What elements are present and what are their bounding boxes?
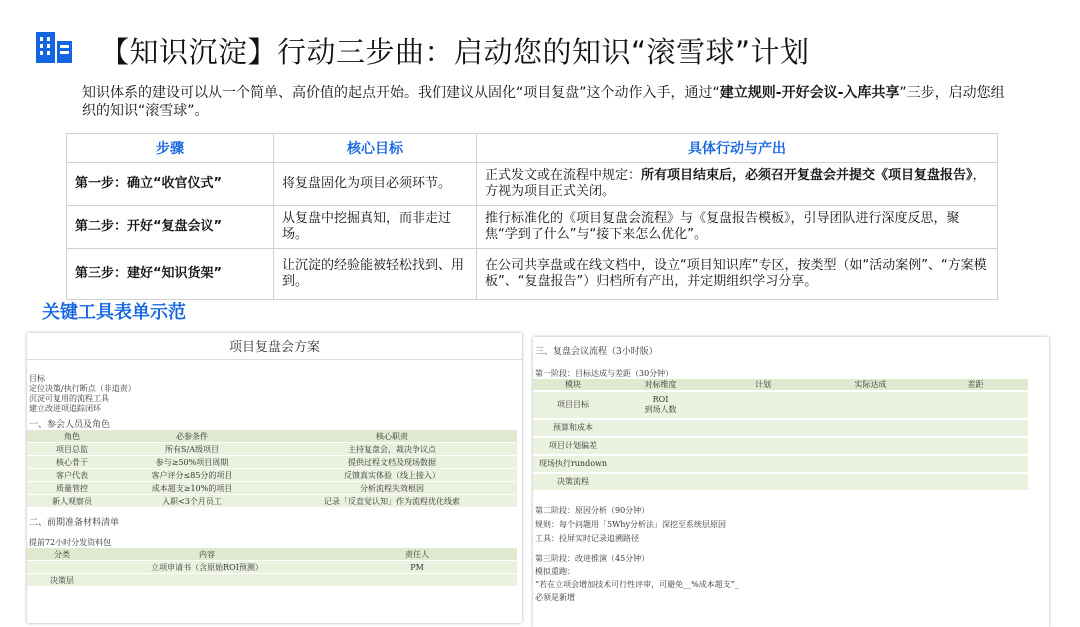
table-cell: 客户代表 [27, 469, 117, 482]
table-cell: 立项申请书（含原始ROI预测） [97, 561, 317, 574]
table-cell [818, 391, 923, 419]
table-row [533, 473, 1028, 491]
sheet-title: 项目复盘会方案 [27, 337, 522, 360]
prep-note: 提前72小时分发资料包 [29, 538, 112, 547]
step-cell: 第二步：开好“复盘会议” [67, 206, 274, 249]
building-icon [35, 30, 73, 64]
table-cell [613, 419, 708, 437]
table-cell: 成本超支≥10%的项目 [117, 482, 267, 495]
table-cell: 质量管控 [27, 482, 117, 495]
table-cell [27, 561, 97, 574]
goal-item: 沉淀可复用的流程工具 [29, 394, 109, 403]
intro-text-2: ”三步，启动您组织的知识“滚雪球”。 [82, 85, 1005, 119]
table-row [27, 430, 517, 443]
table-cell: 差距 [923, 379, 1028, 391]
section-heading: 一、参会人员及角色 [29, 420, 111, 430]
section-subtitle: 关键工具表单示范 [42, 302, 186, 323]
step-cell: 第一步：确立“收官仪式” [67, 163, 274, 206]
table-cell [613, 391, 708, 419]
goal-cell: 将复盘固化为项目必须环节。 [274, 163, 477, 206]
table-row [533, 391, 1028, 419]
table-cell [708, 437, 818, 455]
table-cell [923, 473, 1028, 491]
table-row [67, 206, 998, 249]
table-row [27, 482, 517, 495]
table-cell: 内容 [97, 548, 317, 561]
goal-item: 定位决策/执行断点（非追责） [29, 384, 136, 393]
table-row [27, 548, 517, 561]
review-plan-sheet [27, 333, 522, 623]
action-text: 正式发文或在流程中规定： [485, 168, 642, 183]
table-cell: 决策层 [27, 574, 97, 587]
table-row [27, 469, 517, 482]
table-cell: PM [317, 561, 517, 574]
table-cell [818, 419, 923, 437]
header-goal: 核心目标 [274, 134, 477, 163]
materials-table [27, 548, 517, 587]
table-row [27, 495, 517, 508]
table-row [533, 379, 1028, 391]
table-cell [613, 455, 708, 473]
table-cell [818, 437, 923, 455]
rule-text: 规则：每个问题用「5Why分析法」深挖至系统层原因 [535, 520, 726, 529]
steps-table [66, 133, 998, 300]
page-title: 【知识沉淀】行动三步曲：启动您的知识“滚雪球”计划 [100, 35, 810, 69]
table-cell [613, 473, 708, 491]
table-cell: 新人观察员 [27, 495, 117, 508]
action-tail: ，方视为项目正式关闭。 [485, 168, 986, 199]
table-cell: 提供过程文档及现场数据 [267, 456, 517, 469]
table-cell [923, 391, 1028, 419]
table-cell [708, 455, 818, 473]
gap-table [533, 379, 1028, 492]
table-row [533, 455, 1028, 473]
goal-cell: 从复盘中挖掘真知，而非走过场。 [274, 206, 477, 249]
table-cell: 分类 [27, 548, 97, 561]
table-row [67, 249, 998, 300]
table-row [27, 574, 517, 587]
stage-heading: 第三阶段：改进推演（45分钟） [535, 554, 650, 563]
goal-cell: 让沉淀的经验能被轻松找到、用到。 [274, 249, 477, 300]
table-cell: 项目目标 [533, 391, 613, 419]
table-cell: 记录「反直觉认知」作为流程优化线索 [267, 495, 517, 508]
table-cell: 计划 [708, 379, 818, 391]
table-cell: 分析流程失效根因 [267, 482, 517, 495]
intro-text-1: 知识体系的建设可以从一个简单、高价值的起点开始。我们建议从固化“项目复盘”这个动作入手，通过“ [82, 85, 720, 101]
table-cell: 参与≥50%项目周期 [117, 456, 267, 469]
dim-item: 到场人数 [644, 405, 677, 414]
section-heading: 三、复盘会议流程（3小时版） [535, 347, 658, 357]
table-cell: 决策流程 [533, 473, 613, 491]
table-cell [923, 437, 1028, 455]
section-heading: 二、前期准备材料清单 [29, 518, 120, 528]
table-row [27, 443, 517, 456]
table-cell [97, 574, 317, 587]
table-row [533, 437, 1028, 455]
table-cell [708, 391, 818, 419]
action-cell: 在公司共享盘或在线文档中，设立“项目知识库”专区，按类型（如“活动案例”、“方案模板”、“复盘报告”）归档所有产出，并定期组织学习分享。 [477, 249, 998, 300]
header-action: 具体行动与产出 [477, 134, 998, 163]
table-row [67, 163, 998, 206]
table-cell [923, 455, 1028, 473]
intro-paragraph [82, 84, 1012, 120]
table-cell [317, 574, 517, 587]
stage-heading: 第一阶段：目标达成与差距（30分钟） [535, 369, 674, 378]
stage-heading: 第二阶段：原因分析（90分钟） [535, 506, 650, 515]
tool-text: 工具：投屏实时记录追溯路径 [535, 534, 639, 543]
table-cell: 反馈真实体验（线上接入） [267, 469, 517, 482]
table-cell: 项目计划偏差 [533, 437, 613, 455]
table-cell: 主持复盘会，裁决争议点 [267, 443, 517, 456]
table-cell [923, 419, 1028, 437]
header-step: 步骤 [67, 134, 274, 163]
table-cell: 角色 [27, 430, 117, 443]
table-cell [708, 419, 818, 437]
table-cell: 预算和成本 [533, 419, 613, 437]
table-row [533, 419, 1028, 437]
step-cell: 第三步：建好“知识货架” [67, 249, 274, 300]
table-row [27, 456, 517, 469]
dim-item: ROI [652, 395, 669, 404]
meeting-flow-sheet [533, 337, 1049, 627]
table-cell: 核心职责 [267, 430, 517, 443]
table-cell: 现场执行rundown [533, 455, 613, 473]
goal-label: 目标 [29, 374, 45, 383]
action-cell [477, 163, 998, 206]
action-bold: 所有项目结束后，必须召开复盘会并提交《项目复盘报告》 [641, 168, 973, 183]
table-cell [818, 455, 923, 473]
table-cell: 项目总监 [27, 443, 117, 456]
action-cell: 推行标准化的《项目复盘会流程》与《复盘报告模板》，引导团队进行深度反思，聚焦“学到了什么”与“接下来怎么优化”。 [477, 206, 998, 249]
table-cell [818, 473, 923, 491]
table-cell: 对标维度 [613, 379, 708, 391]
sim-last: 必须是新增 [535, 593, 575, 602]
table-cell: 模块 [533, 379, 613, 391]
table-cell: 客户评分≤85分的项目 [117, 469, 267, 482]
goal-item: 建立改进项追踪闭环 [29, 404, 101, 413]
table-cell: 所有S/A级项目 [117, 443, 267, 456]
table-row [27, 561, 517, 574]
table-cell [708, 473, 818, 491]
table-cell: 实际达成 [818, 379, 923, 391]
sim-label: 模拟重跑： [535, 567, 575, 576]
table-header-row [67, 134, 998, 163]
sim-quote: “若在立项会增加技术可行性评审，可避免__%成本超支”_ [535, 580, 739, 589]
table-cell [613, 437, 708, 455]
table-cell: 入职<3个月员工 [117, 495, 267, 508]
table-cell: 责任人 [317, 548, 517, 561]
table-cell: 核心骨干 [27, 456, 117, 469]
table-cell: 必参条件 [117, 430, 267, 443]
roles-table [27, 430, 517, 508]
intro-bold: 建立规则-开好会议-入库共享 [719, 85, 900, 101]
